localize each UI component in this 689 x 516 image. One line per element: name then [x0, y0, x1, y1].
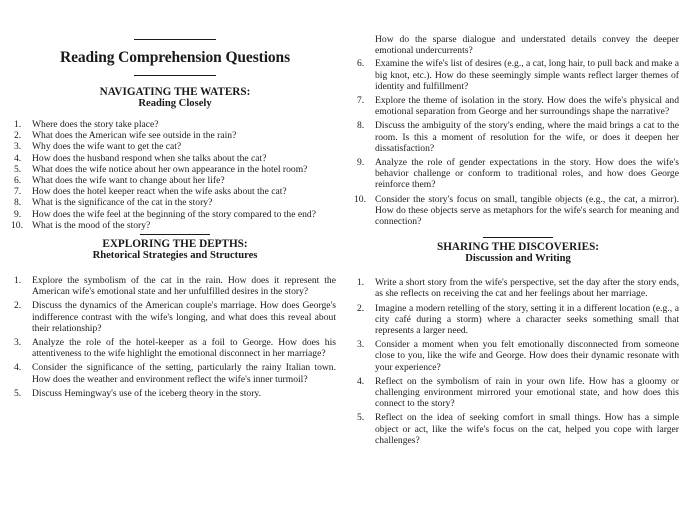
question-item: [14, 300, 336, 334]
question-item: [354, 193, 679, 228]
question-item: [357, 58, 679, 92]
question-item: [14, 186, 336, 197]
question-text: Why does the wife want to get the cat?: [32, 141, 182, 153]
question-item: [357, 376, 679, 410]
section3-rule: [483, 237, 553, 238]
section2-question-list: [14, 275, 336, 399]
question-text: What does the wife notice about her own appearance in the hotel room?: [32, 163, 308, 175]
question-number: 4.: [357, 375, 365, 387]
section2-q5-continuation: How do the sparse dialogue and understated details convey the deeper emotional undercurrents?: [375, 34, 679, 57]
question-text: How does the wife feel at the beginning of the story compared to the end?: [32, 208, 316, 220]
question-number: 2.: [14, 300, 22, 312]
question-item: [14, 153, 336, 164]
section2-rule: [140, 234, 210, 235]
question-number: 7.: [14, 186, 22, 198]
question-number: 6.: [357, 58, 365, 70]
question-item: [14, 197, 336, 208]
question-item: [357, 412, 679, 446]
question-text: Discuss the ambiguity of the story's ending, where the maid brings a cat to the room. Is this a moment of resolution for the wife, or does it deepen her dissatisfaction?: [375, 120, 679, 154]
question-number: 1.: [14, 275, 22, 287]
right-column: [354, 0, 679, 446]
question-text: Discuss Hemingway's use of the iceberg theory in the story.: [32, 387, 261, 399]
question-text: Analyze the role of the hotel-keeper as a foil to George. How does his attentiveness to the wife highlight the emotional disconnect in her marriage?: [32, 337, 336, 360]
question-number: 4.: [14, 362, 22, 374]
section3-subheading: Discussion and Writing: [465, 253, 571, 265]
title-rule-top: [134, 39, 216, 40]
question-number: 10.: [354, 193, 366, 205]
section1-header: [14, 86, 336, 110]
question-item: [14, 388, 336, 399]
question-text: What does the wife want to change about her life?: [32, 175, 225, 187]
section3-header: [357, 241, 679, 265]
question-text: Consider the significance of the setting, particularly the rainy Italian town. How does the weather and environment reflect the wife's inner turmoil?: [32, 362, 336, 385]
question-text: Where does the story take place?: [32, 119, 159, 130]
question-text: How does the hotel keeper react when the wife asks about the cat?: [32, 186, 287, 198]
question-number: 10.: [11, 219, 23, 231]
question-item: [14, 175, 336, 186]
question-number: 5.: [14, 163, 22, 175]
question-item: [11, 219, 336, 231]
title-rule-bottom: [134, 75, 216, 76]
section1-subheading: Reading Closely: [138, 98, 212, 109]
question-text: Reflect on the symbolism of rain in your own life. How has a gloomy or challenging environment mirrored your emotional state, and how does this connect to the story?: [375, 375, 679, 410]
question-item: [14, 141, 336, 152]
section2-heading: EXPLORING THE DEPTHS:: [102, 238, 248, 251]
question-text: What is the mood of the story?: [32, 219, 151, 231]
question-number: 3.: [14, 337, 22, 349]
section2-header: [14, 238, 336, 262]
question-number: 3.: [14, 141, 22, 153]
question-number: 5.: [14, 387, 22, 399]
question-item: [357, 120, 679, 154]
question-text: Discuss the dynamics of the American couple's marriage. How does George's indifference contrast with the wife's longing, and what does this reveal about their relationship?: [32, 300, 336, 334]
question-text: What is the significance of the cat in the story?: [32, 197, 213, 209]
question-text: What does the American wife see outside in the rain?: [32, 130, 237, 142]
question-item: [14, 362, 336, 384]
section1-heading: NAVIGATING THE WATERS:: [99, 86, 251, 98]
question-text: Examine the wife's list of desires (e.g., a cat, long hair, to pull back and make a big knot, etc.). How do these seemingly simple wants reflect larger themes of identity and fulfillment?: [375, 58, 679, 92]
question-item: [14, 337, 336, 359]
section2-question-list-continued: [354, 58, 679, 228]
question-item: [357, 303, 679, 337]
question-text: How does the husband respond when she talks about the cat?: [32, 152, 267, 164]
question-number: 8.: [14, 197, 22, 209]
question-item: [14, 164, 336, 175]
left-column: [11, 0, 336, 399]
question-item: [357, 277, 679, 299]
question-number: 3.: [357, 339, 365, 351]
question-number: 2.: [357, 302, 365, 314]
question-text: Explore the symbolism of the cat in the rain. How does it represent the American wife's emotional state and her unfulfilled desires in the story?: [32, 275, 336, 298]
question-text: Explore the theme of isolation in the story. How does the wife's physical and emotional separation from George and her surroundings shape the narrative?: [375, 95, 679, 118]
question-text: Consider the story's focus on small, tangible objects (e.g., the cat, a mirror). How do these objects serve as metaphors for the wife's search for meaning and connection?: [375, 193, 679, 228]
section2-subheading: Rhetorical Strategies and Structures: [92, 250, 258, 262]
question-text: Reflect on the idea of seeking comfort in small things. How has a simple object or act, like the wife's focus on the cat, helped you cope with larger challenges?: [375, 412, 679, 446]
question-number: 6.: [14, 175, 22, 187]
question-item: [14, 130, 336, 141]
question-text: Analyze the role of gender expectations in the story. How does the wife's behavior challenge or conform to traditional roles, and how does George reinforce them?: [375, 157, 679, 191]
question-item: [357, 157, 679, 191]
question-item: [14, 209, 336, 220]
section1-question-list: [11, 119, 336, 231]
section3-question-list: [357, 277, 679, 446]
question-number: 9.: [14, 208, 22, 220]
question-number: 7.: [357, 95, 365, 107]
section3-heading: SHARING THE DISCOVERIES:: [436, 241, 600, 254]
question-number: 2.: [14, 130, 22, 142]
question-number: 1.: [14, 119, 22, 130]
question-text: Write a short story from the wife's perspective, set the day after the story ends, as she reflects on receiving the cat and her feelings about her marriage.: [375, 277, 679, 300]
question-item: [14, 275, 336, 297]
question-item: [357, 95, 679, 117]
question-text: Imagine a modern retelling of the story, setting it in a different location (e.g., a city café during a storm) where a character seeks something small that represents a larger need.: [375, 302, 679, 337]
question-number: 9.: [357, 157, 365, 169]
page-title: Reading Comprehension Questions: [59, 49, 290, 66]
question-item: [14, 119, 336, 130]
question-number: 5.: [357, 412, 365, 424]
question-item: [357, 339, 679, 373]
question-text: Consider a moment when you felt emotionally disconnected from someone close to you, like the wife and George. How does their dynamic resonate with your experience?: [375, 339, 679, 373]
question-number: 8.: [357, 120, 365, 132]
question-number: 4.: [14, 152, 22, 164]
question-number: 1.: [357, 277, 365, 289]
